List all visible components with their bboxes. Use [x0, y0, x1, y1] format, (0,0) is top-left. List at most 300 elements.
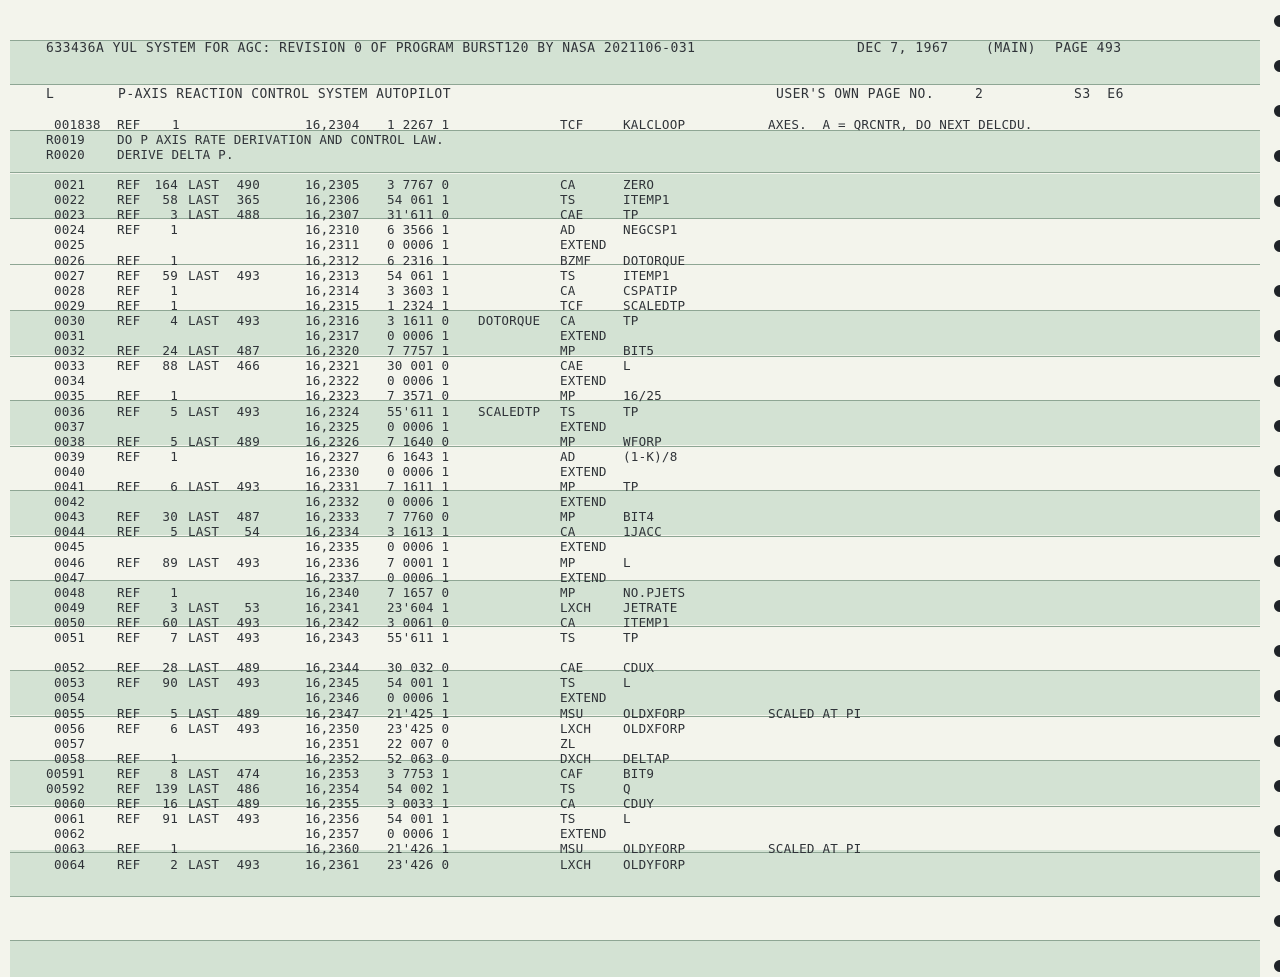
row-opcode: MSU: [560, 705, 584, 721]
row-address: 16,2347: [305, 705, 360, 721]
row-address: 16,2360: [305, 841, 360, 857]
row-opcode: EXTEND: [560, 237, 607, 253]
row-ref-count: 28: [162, 660, 178, 676]
row-code: 30 001 0: [387, 358, 450, 374]
row-seq: 0061: [54, 811, 86, 827]
carry-op: TCF: [560, 117, 584, 132]
row-ref-count: 90: [162, 675, 178, 691]
row-operand: DOTORQUE: [623, 252, 686, 268]
row-opcode: CAE: [560, 660, 584, 676]
row-opcode: MP: [560, 509, 576, 525]
row-opcode: MP: [560, 479, 576, 494]
row-ref-count: 6: [170, 479, 178, 494]
row-ref: REF: [117, 554, 141, 570]
row-last: LAST: [188, 554, 220, 570]
row-operand: ITEMP1: [623, 192, 670, 208]
row-last: LAST: [188, 343, 220, 359]
row-opcode: EXTEND: [560, 418, 607, 434]
row-operand: NEGCSP1: [623, 222, 678, 238]
row-ref: REF: [117, 765, 141, 781]
row-last: LAST: [188, 358, 220, 374]
row-ref-count: 1: [170, 222, 178, 238]
row-seq: 0038: [54, 433, 86, 449]
row-code: 21'426 1: [387, 841, 450, 857]
row-last: LAST: [188, 675, 220, 691]
row-seq: 0039: [54, 448, 86, 464]
row-opcode: TS: [560, 630, 576, 645]
row-address: 16,2306: [305, 192, 360, 208]
row-code: 55'611 1: [387, 630, 450, 645]
row-last: LAST: [188, 267, 220, 283]
row-seq: 0047: [54, 569, 86, 585]
row-address: 16,2343: [305, 630, 360, 645]
row-opcode: CA: [560, 614, 576, 630]
row-seq: 0063: [54, 841, 86, 857]
row-code: 21'425 1: [387, 705, 450, 721]
row-ref: REF: [117, 252, 141, 268]
row-ref-count: 5: [170, 705, 178, 721]
carry-seq: 001838: [54, 117, 101, 132]
row-ref: REF: [117, 433, 141, 449]
row-comment: SCALED AT PI: [768, 841, 862, 857]
row-last-page: 493: [236, 614, 260, 630]
row-ref-count: 59: [162, 267, 178, 283]
row-last: LAST: [188, 614, 220, 630]
feed-hole: [1274, 60, 1280, 72]
row-address: 16,2320: [305, 343, 360, 359]
row-ref-count: 1: [170, 448, 178, 464]
log-section-title: P-AXIS REACTION CONTROL SYSTEM AUTOPILOT: [118, 87, 452, 102]
row-ref: REF: [117, 192, 141, 208]
row-operand: Q: [623, 781, 631, 796]
row-seq: 0043: [54, 509, 86, 525]
row-ref-count: 1: [170, 282, 178, 298]
row-operand: L: [623, 811, 631, 827]
row-seq: 0054: [54, 690, 86, 706]
row-opcode: MSU: [560, 841, 584, 857]
row-address: 16,2335: [305, 539, 360, 555]
row-ref: REF: [117, 841, 141, 857]
row-last-page: 466: [236, 358, 260, 374]
row-opcode: CAF: [560, 765, 584, 781]
row-code: 7 7757 1: [387, 343, 450, 359]
row-opcode: LXCH: [560, 599, 592, 615]
row-seq: 0048: [54, 584, 86, 600]
row-ref: REF: [117, 509, 141, 525]
row-last: LAST: [188, 524, 220, 540]
row-address: 16,2314: [305, 282, 360, 298]
row-seq: 0050: [54, 614, 86, 630]
row-last-page: 488: [236, 207, 260, 223]
row-last-page: 474: [236, 765, 260, 781]
row-code: 7 7760 0: [387, 509, 450, 525]
remark-seq: R0019: [46, 132, 85, 147]
row-seq: 0064: [54, 856, 86, 872]
row-address: 16,2336: [305, 554, 360, 570]
row-seq: 0023: [54, 207, 86, 223]
row-last-page: 493: [236, 675, 260, 691]
feed-hole: [1274, 825, 1280, 837]
row-last-page: 493: [236, 856, 260, 872]
row-code: 55'611 1: [387, 403, 450, 419]
row-opcode: EXTEND: [560, 539, 607, 555]
row-operand: TP: [623, 403, 639, 419]
header-date: DEC 7, 1967: [857, 41, 949, 56]
row-last: LAST: [188, 856, 220, 872]
row-opcode: CA: [560, 312, 576, 328]
row-code: 1 2324 1: [387, 297, 450, 313]
row-code: 0 0006 1: [387, 237, 450, 253]
row-opcode: MP: [560, 554, 576, 570]
bar-rule: [10, 172, 1260, 173]
feed-hole: [1274, 915, 1280, 927]
remark-text: DERIVE DELTA P.: [117, 147, 234, 162]
row-address: 16,2316: [305, 312, 360, 328]
row-seq: 0032: [54, 343, 86, 359]
row-code: 54 061 1: [387, 267, 450, 283]
row-code: 0 0006 1: [387, 373, 450, 389]
feed-hole: [1274, 780, 1280, 792]
row-opcode: TCF: [560, 297, 584, 313]
row-code: 6 2316 1: [387, 252, 450, 268]
feed-hole: [1274, 285, 1280, 297]
row-operand: ITEMP1: [623, 614, 670, 630]
row-seq: 0026: [54, 252, 86, 268]
row-seq: 00591: [46, 765, 85, 781]
row-code: 7 0001 1: [387, 554, 450, 570]
row-opcode: MP: [560, 343, 576, 359]
row-code: 22 007 0: [387, 735, 450, 751]
row-opcode: EXTEND: [560, 569, 607, 585]
row-code: 3 7767 0: [387, 177, 450, 192]
row-last-page: 493: [236, 479, 260, 494]
header-line: 633436A YUL SYSTEM FOR AGC: REVISION 0 OF PROGRAM BURST120 BY NASA 2021106-031: [46, 41, 696, 56]
row-last: LAST: [188, 705, 220, 721]
carry-refnum: 1: [172, 117, 180, 132]
row-opcode: MP: [560, 584, 576, 600]
row-opcode: EXTEND: [560, 373, 607, 389]
row-comment: SCALED AT PI: [768, 705, 862, 721]
row-opcode: CA: [560, 796, 576, 812]
row-address: 16,2322: [305, 373, 360, 389]
row-last: LAST: [188, 630, 220, 645]
row-seq: 0025: [54, 237, 86, 253]
row-last: LAST: [188, 720, 220, 736]
row-code: 54 002 1: [387, 781, 450, 796]
row-code: 3 0061 0: [387, 614, 450, 630]
row-last: LAST: [188, 192, 220, 208]
row-seq: 0056: [54, 720, 86, 736]
row-seq: 0045: [54, 539, 86, 555]
row-address: 16,2361: [305, 856, 360, 872]
row-seq: 0024: [54, 222, 86, 238]
feed-hole: [1274, 690, 1280, 702]
row-seq: 0028: [54, 282, 86, 298]
row-code: 54 001 1: [387, 675, 450, 691]
row-operand: OLDXFORP: [623, 705, 686, 721]
row-operand: OLDYFORP: [623, 856, 686, 872]
row-last-page: 489: [236, 433, 260, 449]
row-last-page: 489: [236, 705, 260, 721]
row-opcode: MP: [560, 388, 576, 404]
carry-code: 1 2267 1: [387, 117, 450, 132]
row-ref-count: 5: [170, 433, 178, 449]
row-label: DOTORQUE: [478, 312, 541, 328]
green-bar: [10, 940, 1260, 977]
row-opcode: AD: [560, 222, 576, 238]
row-code: 23'426 0: [387, 856, 450, 872]
row-operand: TP: [623, 207, 639, 223]
row-code: 23'604 1: [387, 599, 450, 615]
feed-hole: [1274, 960, 1280, 972]
row-operand: BIT9: [623, 765, 655, 781]
row-operand: DELTAP: [623, 750, 670, 766]
row-operand: ITEMP1: [623, 267, 670, 283]
row-address: 16,2305: [305, 177, 360, 192]
row-seq: 0037: [54, 418, 86, 434]
row-ref: REF: [117, 479, 141, 494]
row-operand: WFORP: [623, 433, 662, 449]
row-ref-count: 89: [162, 554, 178, 570]
row-seq: 00592: [46, 781, 85, 796]
row-ref-count: 1: [170, 750, 178, 766]
row-address: 16,2333: [305, 509, 360, 525]
row-operand: L: [623, 358, 631, 374]
row-ref: REF: [117, 358, 141, 374]
feed-hole: [1274, 150, 1280, 162]
row-opcode: LXCH: [560, 856, 592, 872]
row-seq: 0044: [54, 524, 86, 540]
row-seq: 0030: [54, 312, 86, 328]
row-ref: REF: [117, 312, 141, 328]
row-address: 16,2340: [305, 584, 360, 600]
row-seq: 0062: [54, 826, 86, 842]
row-last-page: 493: [236, 630, 260, 645]
row-address: 16,2345: [305, 675, 360, 691]
row-seq: 0040: [54, 463, 86, 479]
row-ref: REF: [117, 856, 141, 872]
row-code: 3 3603 1: [387, 282, 450, 298]
row-operand: TP: [623, 312, 639, 328]
header-page: PAGE 493: [1055, 41, 1122, 56]
row-last-page: 53: [244, 599, 260, 615]
row-operand: TP: [623, 630, 639, 645]
row-last-page: 493: [236, 267, 260, 283]
row-ref: REF: [117, 660, 141, 676]
row-seq: 0035: [54, 388, 86, 404]
feed-hole: [1274, 375, 1280, 387]
row-code: 23'425 0: [387, 720, 450, 736]
row-code: 52 063 0: [387, 750, 450, 766]
users-page-number: 2: [975, 87, 984, 102]
row-address: 16,2344: [305, 660, 360, 676]
row-ref-count: 58: [162, 192, 178, 208]
row-last: LAST: [188, 207, 220, 223]
row-ref-count: 1: [170, 584, 178, 600]
row-ref: REF: [117, 282, 141, 298]
row-address: 16,2324: [305, 403, 360, 419]
row-last: LAST: [188, 765, 220, 781]
row-opcode: CAE: [560, 207, 584, 223]
row-address: 16,2341: [305, 599, 360, 615]
row-address: 16,2325: [305, 418, 360, 434]
row-code: 7 3571 0: [387, 388, 450, 404]
row-operand: OLDXFORP: [623, 720, 686, 736]
row-opcode: DXCH: [560, 750, 592, 766]
row-address: 16,2354: [305, 781, 360, 796]
row-seq: 0046: [54, 554, 86, 570]
row-ref-count: 88: [162, 358, 178, 374]
row-opcode: TS: [560, 675, 576, 691]
row-last: LAST: [188, 509, 220, 525]
row-address: 16,2357: [305, 826, 360, 842]
row-ref-count: 91: [162, 811, 178, 827]
row-code: 7 1611 1: [387, 479, 450, 494]
row-opcode: LXCH: [560, 720, 592, 736]
row-last: LAST: [188, 433, 220, 449]
row-seq: 0042: [54, 494, 86, 510]
row-seq: 0036: [54, 403, 86, 419]
row-ref: REF: [117, 705, 141, 721]
row-code: 0 0006 1: [387, 826, 450, 842]
row-ref-count: 3: [170, 207, 178, 223]
row-ref: REF: [117, 599, 141, 615]
feed-hole: [1274, 510, 1280, 522]
row-last-page: 493: [236, 403, 260, 419]
row-opcode: BZMF: [560, 252, 592, 268]
row-last-page: 490: [236, 177, 260, 192]
row-address: 16,2337: [305, 569, 360, 585]
row-last-page: 493: [236, 312, 260, 328]
row-ref-count: 7: [170, 630, 178, 645]
row-operand: BIT5: [623, 343, 655, 359]
row-last: LAST: [188, 660, 220, 676]
row-code: 0 0006 1: [387, 494, 450, 510]
row-code: 54 061 1: [387, 192, 450, 208]
row-seq: 0057: [54, 735, 86, 751]
row-address: 16,2321: [305, 358, 360, 374]
row-address: 16,2327: [305, 448, 360, 464]
carry-operand: KALCLOOP: [623, 117, 686, 132]
row-last: LAST: [188, 177, 220, 192]
row-code: 7 1640 0: [387, 433, 450, 449]
row-last: LAST: [188, 312, 220, 328]
row-last: LAST: [188, 796, 220, 812]
row-seq: 0029: [54, 297, 86, 313]
row-address: 16,2350: [305, 720, 360, 736]
row-ref-count: 30: [162, 509, 178, 525]
row-seq: 0053: [54, 675, 86, 691]
row-opcode: EXTEND: [560, 328, 607, 343]
row-seq: 0052: [54, 660, 86, 676]
row-ref: REF: [117, 584, 141, 600]
row-code: 3 0033 1: [387, 796, 450, 812]
row-last-page: 489: [236, 660, 260, 676]
header-codes: S3 E6: [1074, 87, 1124, 102]
row-opcode: EXTEND: [560, 494, 607, 510]
row-seq: 0021: [54, 177, 86, 192]
feed-hole: [1274, 330, 1280, 342]
row-code: 7 1657 0: [387, 584, 450, 600]
feed-hole: [1274, 645, 1280, 657]
log-marker: L: [46, 87, 55, 102]
carry-comment: AXES. A = QRCNTR, DO NEXT DELCDU.: [768, 117, 1033, 132]
row-ref-count: 1: [170, 252, 178, 268]
row-opcode: CAE: [560, 358, 584, 374]
bar-rule: [10, 580, 1260, 581]
row-operand: CSPATIP: [623, 282, 678, 298]
row-seq: 0031: [54, 328, 86, 343]
row-seq: 0034: [54, 373, 86, 389]
row-operand: OLDYFORP: [623, 841, 686, 857]
row-last-page: 487: [236, 509, 260, 525]
bar-rule: [10, 896, 1260, 897]
feed-hole: [1274, 600, 1280, 612]
row-address: 16,2315: [305, 297, 360, 313]
row-ref-count: 1: [170, 388, 178, 404]
row-ref: REF: [117, 297, 141, 313]
row-ref-count: 16: [162, 796, 178, 812]
row-address: 16,2310: [305, 222, 360, 238]
row-ref-count: 2: [170, 856, 178, 872]
row-address: 16,2326: [305, 433, 360, 449]
row-code: 3 1611 0: [387, 312, 450, 328]
row-address: 16,2313: [305, 267, 360, 283]
row-ref-count: 139: [154, 781, 178, 796]
row-seq: 0055: [54, 705, 86, 721]
row-code: 0 0006 1: [387, 463, 450, 479]
row-last-page: 487: [236, 343, 260, 359]
feed-hole: [1274, 735, 1280, 747]
row-last-page: 493: [236, 811, 260, 827]
row-code: 3 7753 1: [387, 765, 450, 781]
row-ref: REF: [117, 207, 141, 223]
row-last: LAST: [188, 403, 220, 419]
row-last: LAST: [188, 599, 220, 615]
row-last-page: 365: [236, 192, 260, 208]
row-seq: 0041: [54, 479, 86, 494]
row-last: LAST: [188, 811, 220, 827]
row-ref: REF: [117, 781, 141, 796]
row-address: 16,2323: [305, 388, 360, 404]
row-seq: 0033: [54, 358, 86, 374]
users-page-label: USER'S OWN PAGE NO.: [776, 87, 935, 102]
row-operand: CDUY: [623, 796, 655, 812]
row-ref: REF: [117, 796, 141, 812]
row-ref: REF: [117, 630, 141, 645]
row-code: 0 0006 1: [387, 418, 450, 434]
row-ref: REF: [117, 811, 141, 827]
row-address: 16,2331: [305, 479, 360, 494]
row-opcode: TS: [560, 192, 576, 208]
row-operand: NO.PJETS: [623, 584, 686, 600]
row-operand: TP: [623, 479, 639, 494]
row-last-page: 493: [236, 554, 260, 570]
row-ref-count: 164: [154, 177, 178, 192]
row-opcode: EXTEND: [560, 690, 607, 706]
row-ref: REF: [117, 448, 141, 464]
row-operand: (1-K)/8: [623, 448, 678, 464]
row-address: 16,2351: [305, 735, 360, 751]
row-ref: REF: [117, 388, 141, 404]
feed-hole: [1274, 195, 1280, 207]
row-operand: BIT4: [623, 509, 655, 525]
row-ref-count: 6: [170, 720, 178, 736]
row-address: 16,2355: [305, 796, 360, 812]
row-ref-count: 1: [170, 297, 178, 313]
row-last-page: 486: [236, 781, 260, 796]
row-operand: L: [623, 675, 631, 691]
